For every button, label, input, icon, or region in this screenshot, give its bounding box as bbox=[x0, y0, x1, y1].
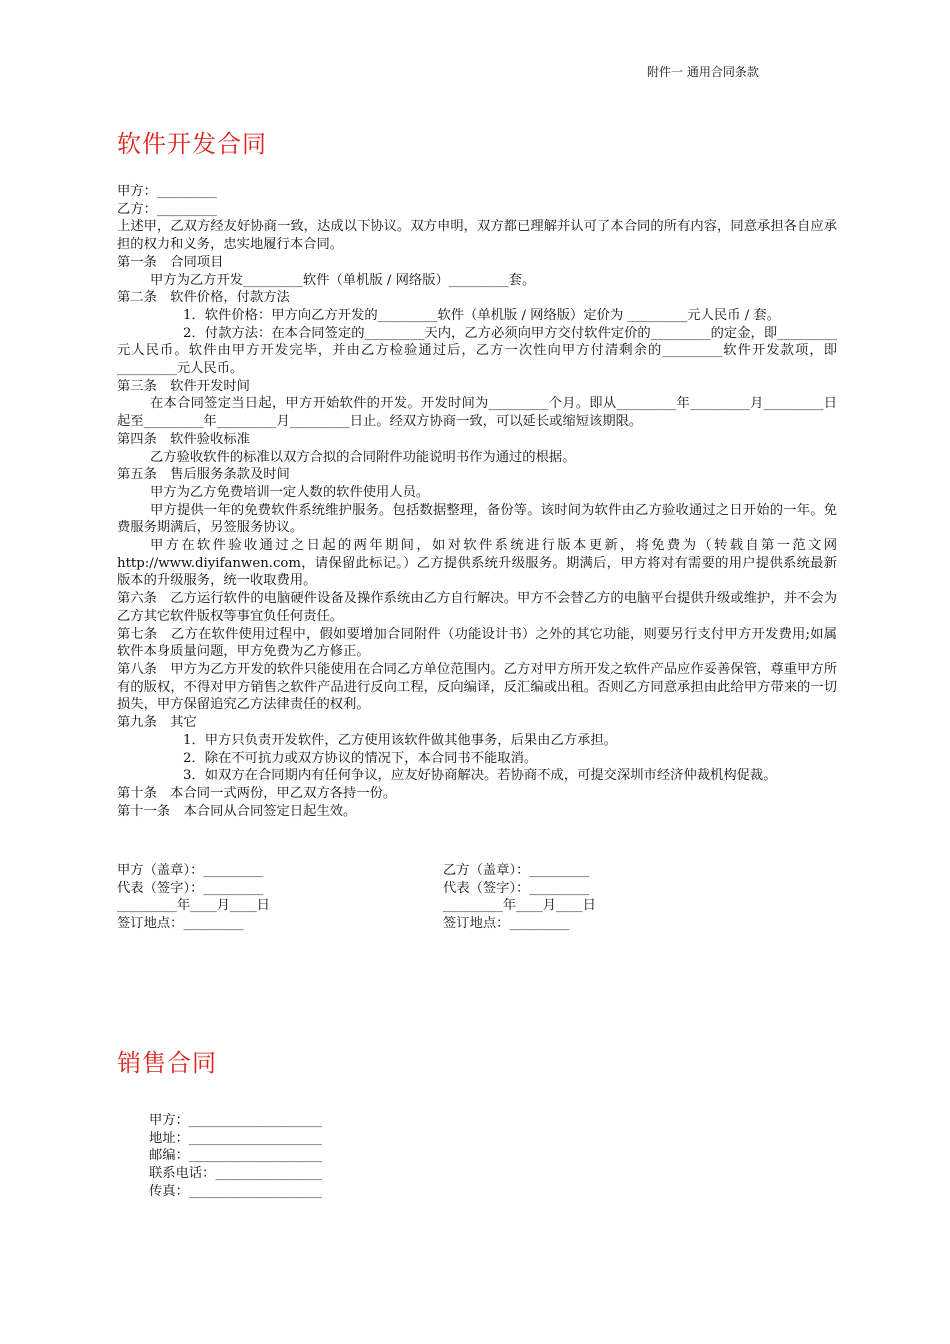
form-field-row bbox=[149, 1130, 322, 1148]
field-blank[interactable]: ____________________ bbox=[188, 1148, 322, 1164]
contract-paragraph: 上述甲，乙双方经友好协商一致，达成以下协议。双方申明，双方都已理解并认可了本合同的所有内容，同意承担各自应承担的权力和义务，忠实地履行本合同。 bbox=[117, 219, 837, 253]
contract-paragraph: 第五条 售后服务条款及时间 bbox=[117, 467, 290, 483]
form-field-row bbox=[149, 1183, 322, 1201]
contract-title-software: 软件开发合同 bbox=[117, 130, 267, 158]
contract-paragraph: 1．软件价格：甲方向乙方开发的_________软件（单机版 / 网络版）定价为 _________元人民币 / 套。 bbox=[183, 307, 781, 323]
field-label: 地址： bbox=[149, 1130, 189, 1146]
page-header: 附件一 通用合同条款 bbox=[647, 65, 759, 79]
software-contract-body bbox=[117, 183, 837, 820]
signature-row bbox=[117, 897, 837, 915]
signature-party-b: 代表（签字）：_________ bbox=[443, 880, 590, 896]
signature-party-a: 代表（签字）：_________ bbox=[117, 880, 264, 896]
contract-paragraph: 第四条 软件验收标准 bbox=[117, 431, 250, 447]
contract-paragraph: 甲方为乙方开发_________软件（单机版 / 网络版）_________套。 bbox=[150, 272, 536, 288]
contract-paragraph: 在本合同签定当日起，甲方开始软件的开发。开发时间为_________个月。即从_________年_________月_________日起至_________年_________月_________日止。经双方协商一致，可以延长或缩短该期限。 bbox=[117, 396, 837, 430]
field-label: 甲方： bbox=[149, 1113, 189, 1128]
contract-title-sales: 销售合同 bbox=[117, 1049, 217, 1077]
contract-paragraph: 甲方在软件验收通过之日起的两年期间，如对软件系统进行版本更新，将免费为（转载自第一范文网 http://www.diyifanwen.com，请保留此标记。）乙方提供系统升级服务。期满后，甲方将对有需要的用户提供系统最新版本的升级服务，统一收取费用。 bbox=[117, 538, 837, 589]
contract-paragraph: 第一条 合同项目 bbox=[117, 254, 224, 270]
contract-paragraph: 2．付款方法：在本合同签定的_________天内，乙方必须向甲方交付软件定价的_________的定金，即_________元人民币。软件由甲方开发完毕，并由乙方检验通过后，乙方一次性向甲方付清剩余的_________软件开发款项，即_________元人民币。 bbox=[117, 325, 837, 377]
contract-paragraph: 第十条 本合同一式两份，甲乙双方各持一份。 bbox=[117, 785, 397, 801]
contract-paragraph: 1．甲方只负责开发软件，乙方使用该软件做其他事务，后果由乙方承担。 bbox=[183, 732, 617, 748]
field-label: 传真： bbox=[149, 1183, 189, 1199]
signature-block bbox=[117, 862, 837, 933]
contract-paragraph: 第十一条 本合同从合同签定日起生效。 bbox=[117, 803, 357, 819]
field-label: 联系电话： bbox=[149, 1166, 216, 1182]
signature-row bbox=[117, 915, 837, 933]
contract-paragraph: 3．如双方在合同期内有任何争议，应友好协商解决。若协商不成，可提交深圳市经济仲裁机构促裁。 bbox=[183, 768, 777, 784]
signature-party-a: _________年____月____日 bbox=[117, 898, 270, 914]
field-blank[interactable]: ________________ bbox=[215, 1166, 322, 1182]
form-field-row bbox=[149, 1165, 322, 1183]
signature-party-b: 签订地点：_________ bbox=[443, 916, 570, 932]
contract-paragraph: 甲方为乙方免费培训一定人数的软件使用人员。 bbox=[150, 484, 430, 500]
signature-party-b: _________年____月____日 bbox=[443, 898, 596, 914]
field-blank[interactable]: ____________________ bbox=[188, 1113, 322, 1128]
contract-paragraph: 第七条 乙方在软件使用过程中，假如要增加合同附件（功能设计书）之外的其它功能，则要另行支付甲方开发费用;如属软件本身质量问题，甲方免费为乙方修正。 bbox=[117, 626, 837, 660]
contract-paragraph: 2．除在不可抗力或双方协议的情况下，本合同书不能取消。 bbox=[183, 750, 538, 766]
field-blank[interactable]: ____________________ bbox=[188, 1183, 322, 1199]
form-field-row bbox=[149, 1112, 322, 1130]
form-field-row bbox=[149, 1147, 322, 1165]
field-label: 邮编： bbox=[149, 1148, 189, 1164]
contract-paragraph: 第九条 其它 bbox=[117, 715, 197, 731]
contract-paragraph: 第三条 软件开发时间 bbox=[117, 378, 250, 394]
sales-contract-fields bbox=[149, 1112, 322, 1201]
contract-paragraph: 第二条 软件价格，付款方法 bbox=[117, 290, 290, 306]
contract-paragraph: 第八条 甲方为乙方开发的软件只能使用在合同乙方单位范围内。乙方对甲方所开发之软件产品应作妥善保管，尊重甲方所有的版权，不得对甲方销售之软件产品进行反向工程，反向编译，反汇编或出租。否则乙方同意承担由此给甲方带来的一切损失，甲方保留追究乙方法律责任的权利。 bbox=[117, 661, 837, 713]
contract-paragraph: 甲方提供一年的免费软件系统维护服务。包括数据整理，备份等。该时间为软件由乙方验收通过之日开始的一年。免费服务期满后，另签服务协议。 bbox=[117, 502, 837, 536]
signature-party-b: 乙方（盖章）：_________ bbox=[443, 863, 590, 878]
contract-paragraph: 第六条 乙方运行软件的电脑硬件设备及操作系统由乙方自行解决。甲方不会替乙方的电脑平台提供升级或维护，并不会为乙方其它软件版权等事宜负任何责任。 bbox=[117, 591, 837, 624]
signature-party-a: 签订地点：_________ bbox=[117, 916, 244, 932]
contract-paragraph: 乙方：_________ bbox=[117, 201, 217, 217]
field-blank[interactable]: ____________________ bbox=[188, 1130, 322, 1146]
signature-row bbox=[117, 880, 837, 898]
signature-row bbox=[117, 862, 837, 880]
contract-paragraph: 乙方验收软件的标准以双方合拟的合同附件功能说明书作为通过的根据。 bbox=[150, 449, 576, 465]
signature-party-a: 甲方（盖章）：_________ bbox=[117, 863, 264, 878]
contract-paragraph: 甲方：_________ bbox=[117, 184, 217, 199]
